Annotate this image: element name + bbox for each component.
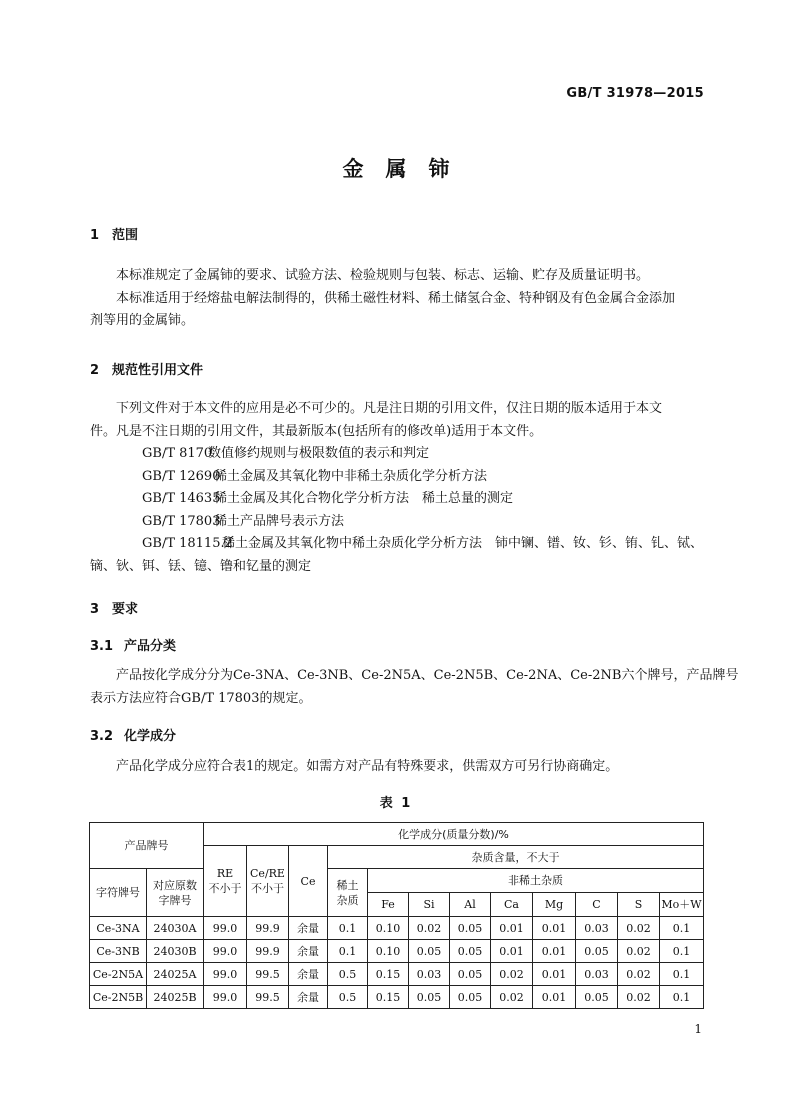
header-re [204, 846, 247, 917]
paragraph: 下列文件对于本文件的应用是必不可少的。凡是注日期的引用文件，仅注日期的版本适用于本文 [116, 401, 663, 416]
cell-element-value: 0.01 [533, 940, 576, 963]
subsection-number: 3.2 [90, 729, 114, 744]
cell-element-value: 0.02 [618, 917, 660, 940]
header-rare-earth-line2: 杂质 [336, 893, 359, 907]
subsection-title: 化学成分 [124, 729, 177, 744]
cell-element-value: 0.1 [660, 940, 704, 963]
reference-code: GB/T 12690 [142, 468, 221, 484]
cell-element-value: 0.10 [368, 917, 409, 940]
reference-code: GB/T 14635 [142, 491, 221, 506]
cell-element-value: 0.01 [491, 940, 533, 963]
reference-title: 稀土金属及其化合物化学分析方法 稀土总量的测定 [214, 491, 514, 506]
reference-code: GB/T 8170 [142, 446, 213, 461]
section-number: 3 [90, 602, 100, 617]
reference-title: 稀土金属及其氧化物中稀土杂质化学分析方法 铈中镧、镨、钕、钐、铕、钆、铽、 [222, 536, 704, 551]
header-symbol-grade: 字符牌号 [90, 869, 147, 917]
paragraph: 本标准规定了金属铈的要求、试验方法、检验规则与包装、标志、运输、贮存及质量证明书。 [116, 268, 650, 283]
header-non-rare-earth-impurity: 非稀土杂质 [368, 869, 704, 893]
cell-element-value: 0.03 [576, 917, 618, 940]
section-3-2-heading [90, 725, 176, 744]
section-title: 要求 [112, 602, 139, 617]
header-element: Mo＋W [660, 893, 704, 917]
header-original-grade-line2: 字牌号 [158, 893, 192, 907]
cell-re: 99.0 [204, 917, 247, 940]
reference-item [90, 466, 702, 489]
cell-ce-re: 99.5 [247, 986, 289, 1009]
table-row [90, 963, 704, 986]
cell-element-value: 0.05 [576, 940, 618, 963]
section-2-heading [90, 359, 203, 378]
cell-ce: 余量 [289, 917, 328, 940]
cell-ce-re: 99.9 [247, 940, 289, 963]
chemical-composition-table [89, 822, 704, 1009]
cell-element-value: 0.03 [409, 963, 450, 986]
header-element: Al [450, 893, 491, 917]
cell-element-value: 0.02 [618, 940, 660, 963]
cell-element-value: 0.1 [660, 963, 704, 986]
header-element: C [576, 893, 618, 917]
header-re-label: RE [216, 867, 234, 880]
section-title: 规范性引用文件 [112, 363, 204, 378]
cell-rare-earth-impurity: 0.5 [328, 986, 368, 1009]
section-3-1-heading [90, 635, 176, 654]
subsection-title: 产品分类 [124, 639, 177, 654]
table-row [90, 917, 704, 940]
header-ce: Ce [289, 846, 328, 917]
cell-ce: 余量 [289, 940, 328, 963]
cell-element-value: 0.05 [409, 986, 450, 1009]
table-header-row [90, 823, 704, 846]
header-re-sub: 不小于 [208, 882, 242, 895]
cell-re: 99.0 [204, 963, 247, 986]
cell-symbol-grade: Ce-2N5B [90, 986, 147, 1009]
cell-original-grade: 24030B [147, 940, 204, 963]
cell-element-value: 0.02 [491, 963, 533, 986]
table-row [90, 940, 704, 963]
cell-rare-earth-impurity: 0.1 [328, 917, 368, 940]
table-body [90, 917, 704, 1009]
page-number: 1 [694, 1022, 702, 1036]
paragraph-continuation: 件。凡是不注日期的引用文件，其最新版本(包括所有的修改单)适用于本文件。 [90, 423, 543, 439]
cell-symbol-grade: Ce-3NA [90, 917, 147, 940]
section-2-body [90, 398, 702, 578]
reference-item [90, 488, 702, 511]
header-ce-re [247, 846, 289, 917]
cell-element-value: 0.05 [576, 986, 618, 1009]
table-caption: 表 1 [379, 796, 413, 811]
cell-ce: 余量 [289, 986, 328, 1009]
cell-element-value: 0.1 [660, 917, 704, 940]
paragraph: 产品化学成分应符合表1的规定。如需方对产品有特殊要求，供需双方可另行协商确定。 [116, 759, 619, 774]
header-element: Fe [368, 893, 409, 917]
section-1-body [90, 265, 702, 333]
cell-element-value: 0.05 [450, 986, 491, 1009]
reference-title: 稀土产品牌号表示方法 [214, 513, 345, 529]
table-header-row [90, 869, 704, 893]
cell-element-value: 0.01 [491, 917, 533, 940]
standard-number: GB/T 31978—2015 [566, 86, 704, 101]
reference-continuation: 镝、钬、铒、铥、镱、镥和钇量的测定 [90, 558, 312, 574]
paragraph-continuation: 表示方法应符合GB/T 17803的规定。 [90, 690, 312, 706]
header-original-grade [147, 869, 204, 917]
cell-original-grade: 24025A [147, 963, 204, 986]
paragraph-continuation: 剂等用的金属铈。 [90, 313, 195, 328]
cell-rare-earth-impurity: 0.1 [328, 940, 368, 963]
header-element: Ca [491, 893, 533, 917]
cell-element-value: 0.15 [368, 963, 409, 986]
cell-element-value: 0.05 [450, 940, 491, 963]
reference-item [90, 533, 702, 556]
cell-element-value: 0.15 [368, 986, 409, 1009]
reference-item [90, 511, 702, 534]
cell-element-value: 0.01 [533, 986, 576, 1009]
cell-element-value: 0.01 [533, 963, 576, 986]
reference-title: 数值修约规则与极限数值的表示和判定 [208, 446, 430, 461]
cell-element-value: 0.01 [533, 917, 576, 940]
cell-re: 99.0 [204, 986, 247, 1009]
header-chemical-composition: 化学成分(质量分数)/% [204, 823, 704, 846]
cell-ce-re: 99.5 [247, 963, 289, 986]
cell-element-value: 0.05 [450, 963, 491, 986]
paragraph: 产品按化学成分分为Ce-3NA、Ce-3NB、Ce-2N5A、Ce-2N5B、Ce-2NA、Ce-2NB六个牌号，产品牌号 [116, 668, 739, 683]
section-3-heading [90, 598, 138, 617]
header-element: S [618, 893, 660, 917]
cell-element-value: 0.02 [409, 917, 450, 940]
section-1-heading [90, 224, 138, 243]
header-rare-earth-line1: 稀土 [336, 878, 359, 892]
header-rare-earth-impurity [328, 869, 368, 917]
cell-symbol-grade: Ce-2N5A [90, 963, 147, 986]
cell-rare-earth-impurity: 0.5 [328, 963, 368, 986]
cell-element-value: 0.05 [450, 917, 491, 940]
header-ce-re-label: Ce/RE [250, 867, 285, 880]
subsection-number: 3.1 [90, 639, 114, 654]
cell-element-value: 0.02 [618, 986, 660, 1009]
section-number: 1 [90, 228, 100, 243]
reference-item [90, 443, 702, 466]
header-product-grade: 产品牌号 [90, 823, 204, 869]
cell-ce-re: 99.9 [247, 917, 289, 940]
cell-ce: 余量 [289, 963, 328, 986]
cell-element-value: 0.10 [368, 940, 409, 963]
header-original-grade-line1: 对应原数 [153, 878, 197, 892]
cell-element-value: 0.03 [576, 963, 618, 986]
reference-title: 稀土金属及其氧化物中非稀土杂质化学分析方法 [214, 468, 488, 484]
cell-element-value: 0.02 [618, 963, 660, 986]
header-ce-re-sub: 不小于 [251, 882, 284, 895]
cell-symbol-grade: Ce-3NB [90, 940, 147, 963]
cell-element-value: 0.1 [660, 986, 704, 1009]
cell-original-grade: 24030A [147, 917, 204, 940]
table-row [90, 986, 704, 1009]
header-element: Mg [533, 893, 576, 917]
header-impurity-content: 杂质含量，不大于 [328, 846, 704, 869]
reference-code: GB/T 17803 [142, 513, 221, 529]
section-3-2-body [90, 756, 702, 779]
cell-re: 99.0 [204, 940, 247, 963]
section-number: 2 [90, 363, 100, 378]
reference-code: GB/T 18115.2 [142, 536, 233, 551]
cell-original-grade: 24025B [147, 986, 204, 1009]
cell-element-value: 0.02 [491, 986, 533, 1009]
section-3-1-body [90, 665, 739, 710]
document-title: 金属铈 [342, 157, 472, 181]
section-title: 范围 [112, 228, 139, 243]
header-element: Si [409, 893, 450, 917]
paragraph: 本标准适用于经熔盐电解法制得的，供稀土磁性材料、稀土储氢合金、特种钢及有色金属合金添加 [116, 290, 676, 306]
cell-element-value: 0.05 [409, 940, 450, 963]
